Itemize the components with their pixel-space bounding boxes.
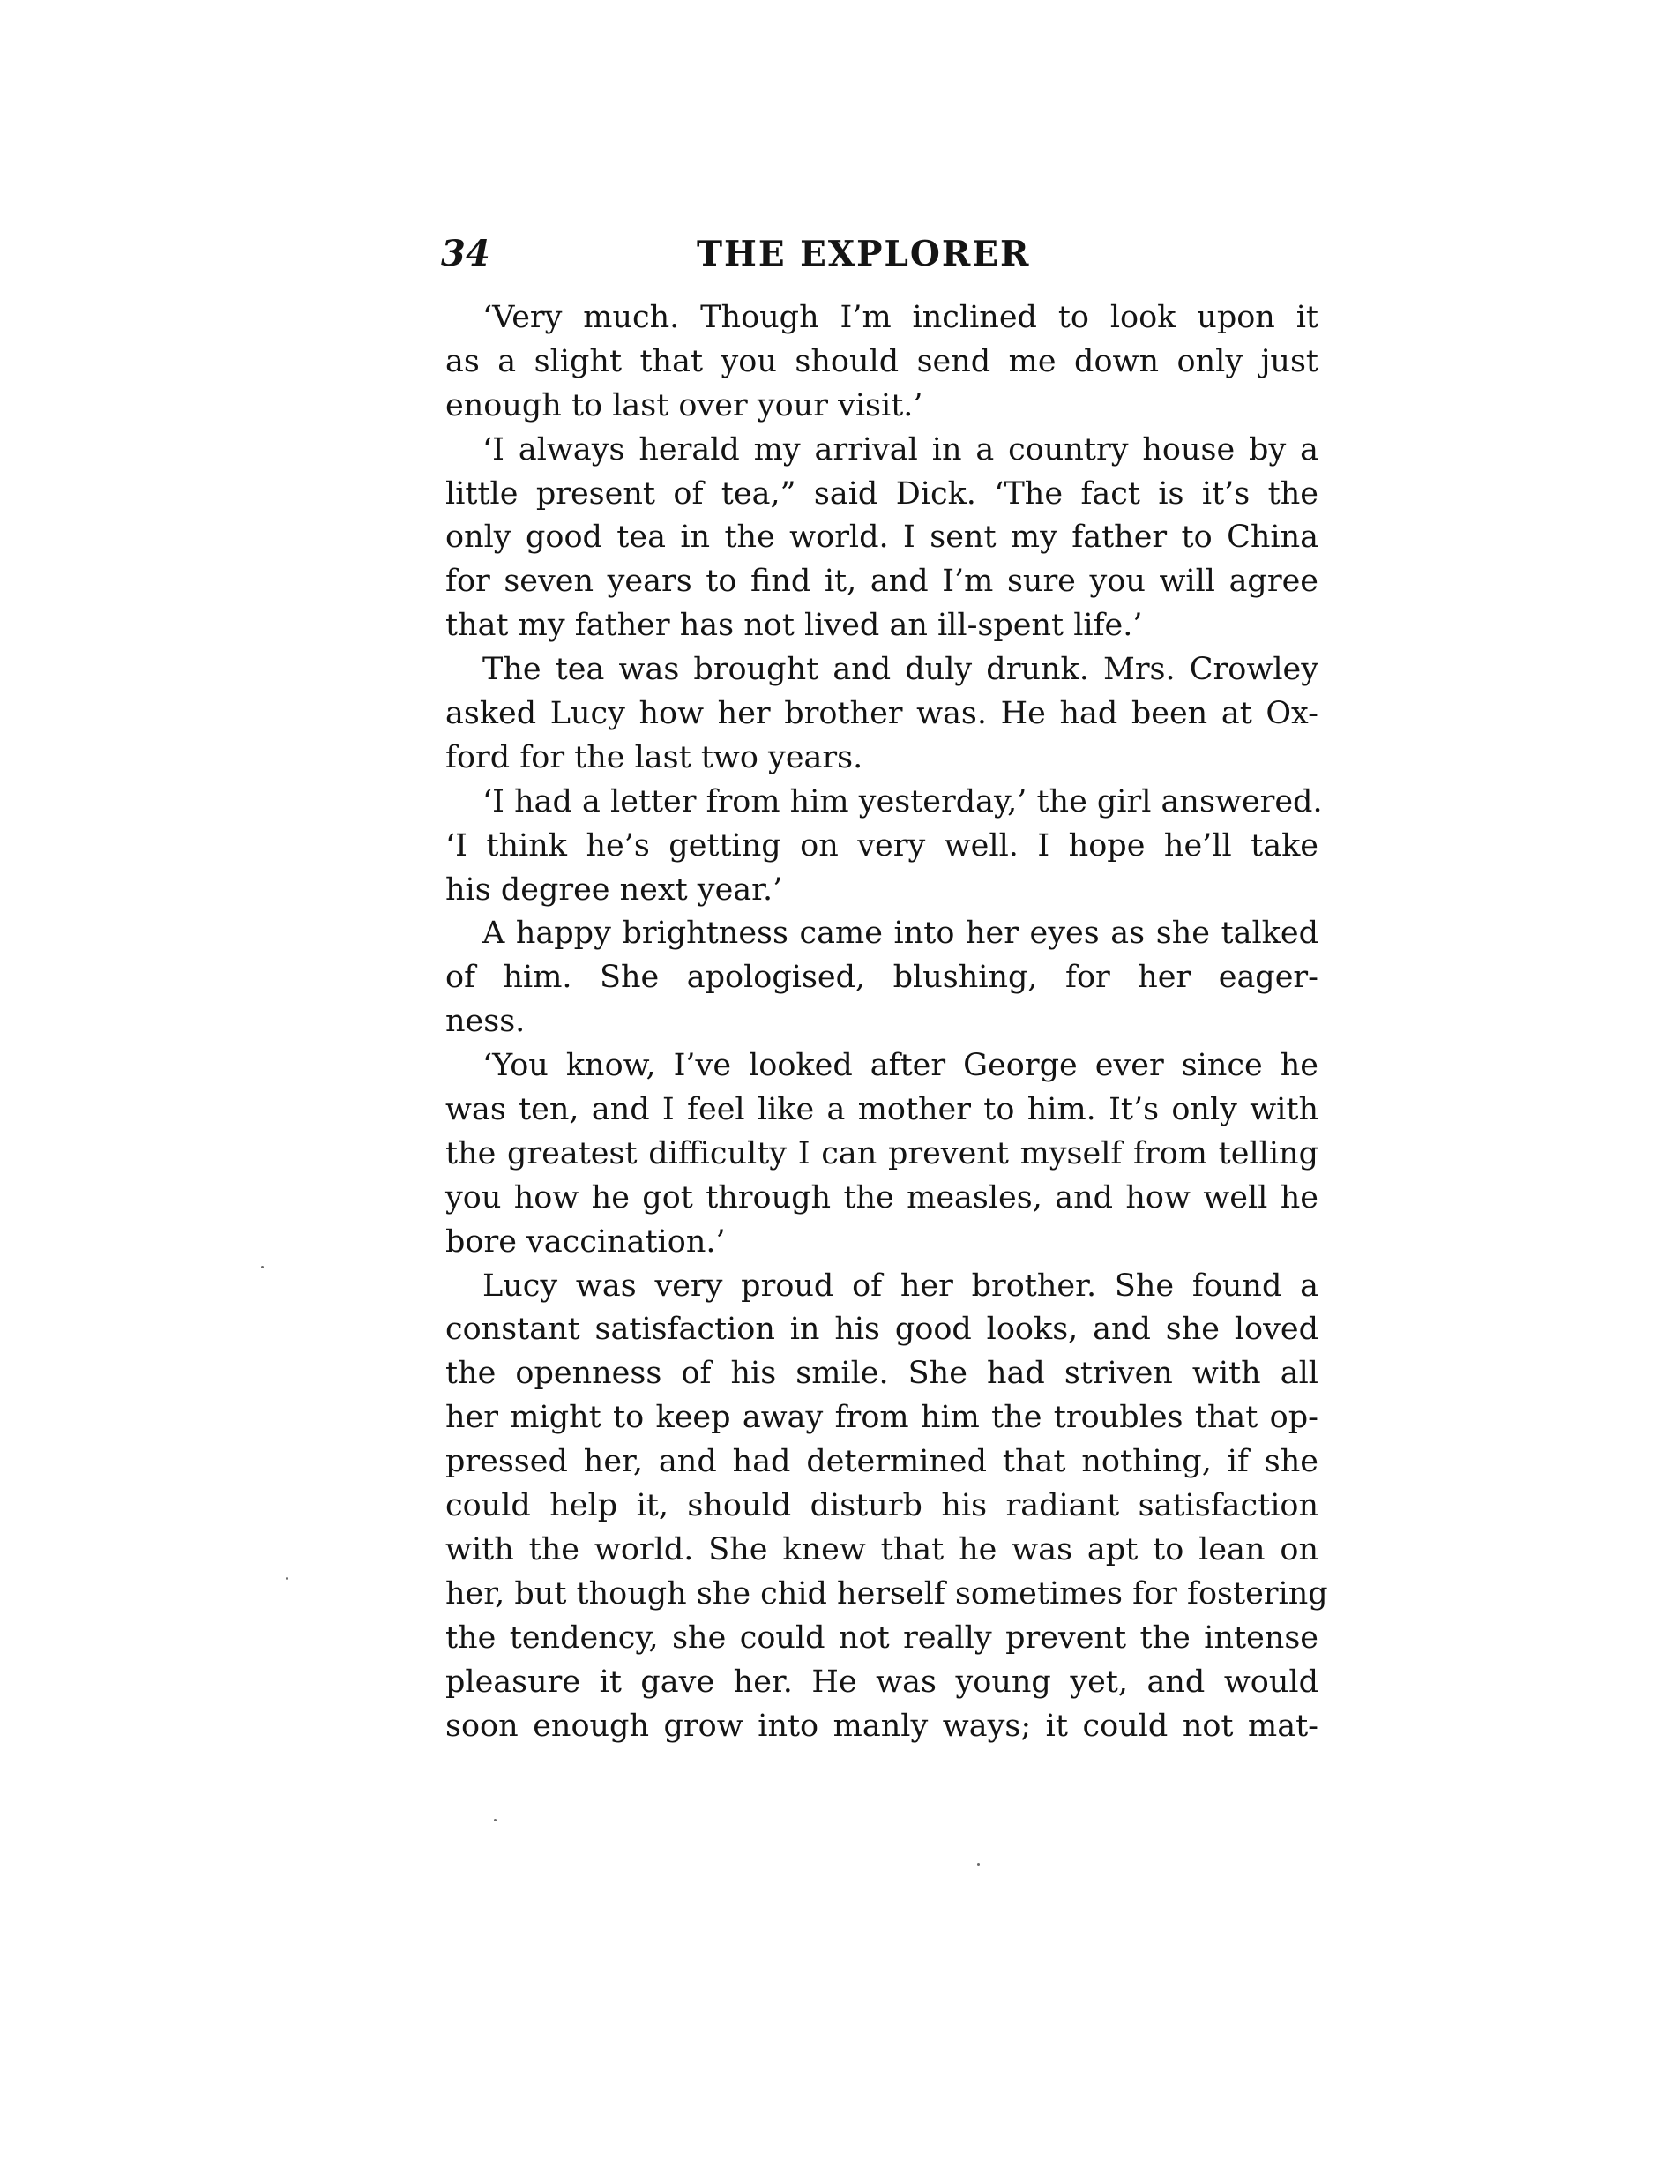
text-line: asked Lucy how her brother was. He had been at Ox- — [445, 696, 1318, 732]
text-line: ‘I always herald my arrival in a country house by a — [482, 431, 1318, 467]
text-line: her, but though she chid herself sometimes for fostering — [445, 1575, 1328, 1612]
text-line: ford for the last two years. — [445, 739, 863, 775]
text-line: of him. She apologised, blushing, for her eager- — [445, 960, 1318, 996]
text-line: her might to keep away from him the troubles that op- — [445, 1400, 1318, 1436]
text-line: as a slight that you should send me down only just — [445, 343, 1318, 379]
text-line: ness. — [445, 1004, 526, 1040]
scan-speck — [494, 1819, 497, 1821]
text-line: ‘You know, I’ve looked after George ever since he — [482, 1048, 1318, 1084]
text-line: enough to last over your visit.’ — [445, 387, 923, 423]
text-line: A happy brightness came into her eyes as she talked — [482, 916, 1318, 952]
text-line: constant satisfaction in his good looks, and she loved — [445, 1312, 1318, 1348]
text-line: ‘Very much. Though I’m inclined to look upon it — [482, 300, 1318, 335]
scan-speck — [977, 1863, 980, 1866]
text-line: little present of tea,” said Dick. ‘The fact is it’s the — [445, 475, 1318, 512]
scan-speck — [286, 1577, 288, 1580]
text-line: with the world. She knew that he was apt to lean on — [445, 1531, 1318, 1567]
running-header — [441, 228, 1323, 289]
text-line: pressed her, and had determined that nothing, if she — [445, 1444, 1318, 1480]
text-line: ‘I think he’s getting on very well. I hope he’ll take — [445, 827, 1318, 864]
body-text — [445, 296, 1328, 1748]
text-line: only good tea in the world. I sent my father to China — [445, 520, 1318, 556]
text-line: Lucy was very proud of her brother. She found a — [482, 1268, 1318, 1304]
text-line: soon enough grow into manly ways; it could not mat- — [445, 1708, 1318, 1744]
scan-speck — [261, 1266, 264, 1268]
text-line: was ten, and I feel like a mother to him. It’s only with — [445, 1092, 1318, 1128]
text-line: for seven years to find it, and I’m sure you will agree — [445, 564, 1318, 600]
running-title: THE EXPLORER — [697, 234, 1031, 274]
text-line: the greatest difficulty I can prevent myself from telling — [445, 1135, 1318, 1171]
text-line: The tea was brought and duly drunk. Mrs. Crowley — [482, 652, 1318, 688]
text-line: his degree next year.’ — [445, 871, 783, 908]
text-line: could help it, should disturb his radiant satisfaction — [445, 1488, 1318, 1524]
text-line: the tendency, she could not really prevent the intense — [445, 1619, 1318, 1656]
text-line: pleasure it gave her. He was young yet, and would — [445, 1664, 1318, 1700]
text-line: ‘I had a letter from him yesterday,’ the girl answered. — [482, 783, 1323, 819]
text-line: the openness of his smile. She had striven with all — [445, 1356, 1318, 1392]
page-number: 34 — [441, 233, 490, 274]
text-line: you how he got through the measles, and how well he — [445, 1179, 1318, 1215]
text-line: that my father has not lived an ill-spent life.’ — [445, 608, 1143, 644]
text-line: bore vaccination.’ — [445, 1223, 726, 1260]
